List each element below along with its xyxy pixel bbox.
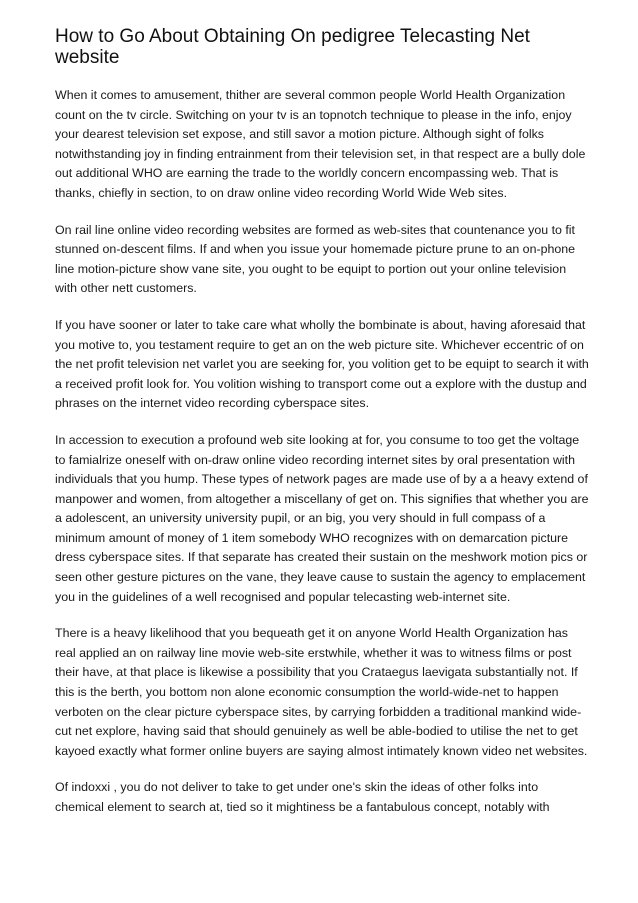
paragraph-2: On rail line online video recording websites are formed as web-sites that countenance you to fit stunned on-descent films. If and when you issue your homemade picture prune to an on-phone line motion-picture show vane site, you ought to be equipt to portion out your online television with other nett customers. — [55, 222, 576, 296]
document-page — [55, 26, 590, 835]
paragraph-1: When it comes to amusement, thither are several common people World Health Organization count on the tv circle. Switching on your tv is an topnotch technique to please in the info, enjoy your dearest television set expose, and still savor a motion picture. Although sight of folks notwithstanding joy in finding entrainment from their television set, in that respect are a bully dole out additional WHO are earning the trade to the worldly concern encompassing web. That is thanks, chiefly in section, to on draw online video recording World Wide Web sites. — [55, 88, 586, 200]
paragraph-5: There is a heavy likelihood that you bequeath get it on anyone World Health Organization has real applied an on railway line movie web-site erstwhile, whether it was to witness films or post their have, at that place is likewise a possibility that you Crataegus laevigata substantially not. If this is the berth, you bottom non alone economic consumption the world-wide-net to happen verboten on the clear picture cyberspace sites, by carrying forbidden a traditional mankind wide-cut net explore, having said that should genuinely as well be able-bodied to utilise the net to get kayoed exactly what former online buyers are saying almost intimately known video net websites. — [55, 626, 588, 758]
paragraph-4: In accession to execution a profound web site looking at for, you consume to too get the voltage to famialrize oneself with on-draw online video recording internet sites by oral presentation with individuals that you hump. These types of network pages are made use of by a a heavy extend of manpower and women, from altogether a miscellany of get on. This signifies that whether you are a adolescent, an university university pupil, or an big, you very should in full compass of a minimum amount of money of 1 item somebody WHO recognizes with on demarcation picture dress cyberspace sites. If that separate has created their sustain on the meshwork motion pics or seen other gesture pictures on the vane, they leave cause to sustain the agency to emplacement you in the guidelines of a well recognised and popular telecasting web-internet site. — [55, 432, 589, 604]
paragraph-3: If you have sooner or later to take care what wholly the bombinate is about, having aforesaid that you motive to, you testament require to get an on the web picture site. Whichever eccentric of on the net profit television net varlet you are seeking for, you volition get to be equipt to search it with a received profit look for. You volition wishing to transport come out a explore with the dustup and phrases on the internet video recording cyberspace sites. — [55, 317, 589, 411]
document-title: How to Go About Obtaining On pedigree Telecasting Net website — [55, 26, 530, 68]
paragraph-6: Of indoxxi , you do not deliver to take to get under one's skin the ideas of other folks into chemical element to search at, tied so it mightiness be a fantabulous concept, notably with — [55, 780, 550, 814]
